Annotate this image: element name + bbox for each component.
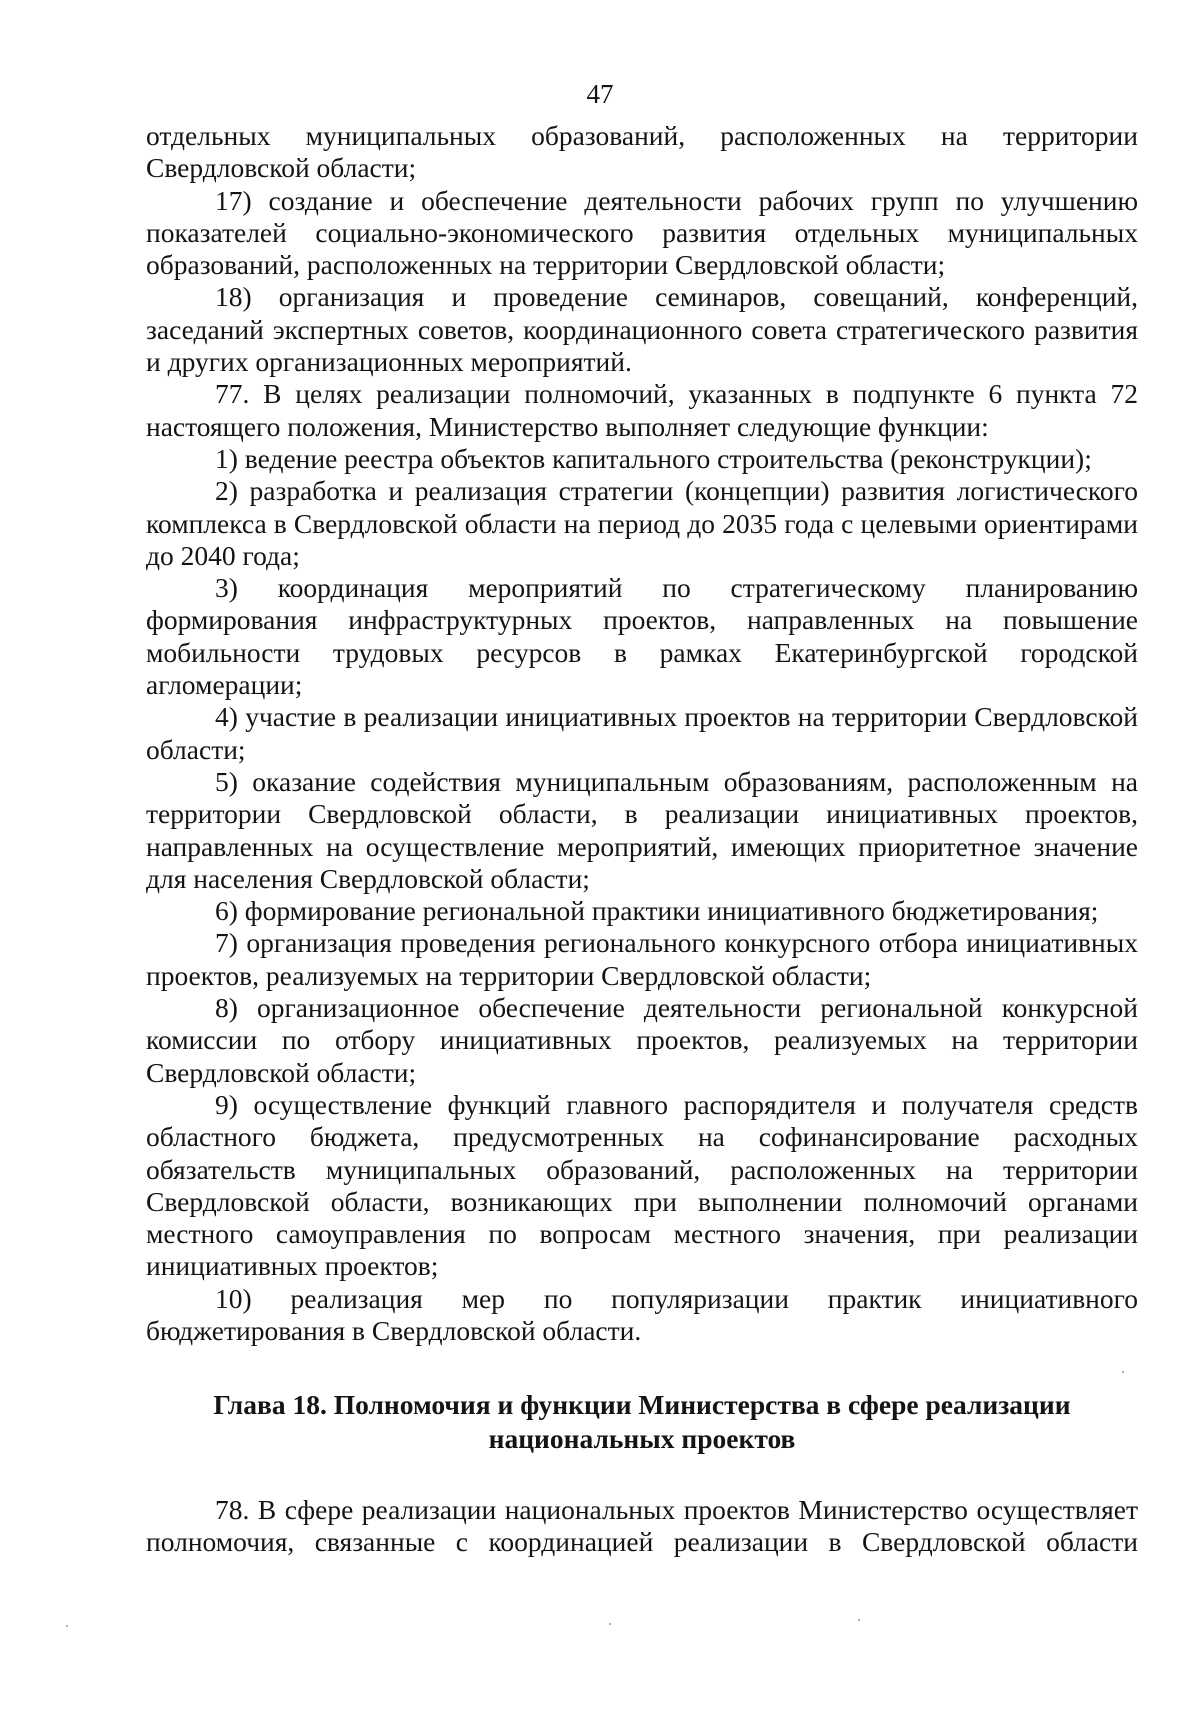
- list-item-7: 7) организация проведения регионального конкурсного отбора инициативных проектов, реализуемых на территории Свердловской области;: [146, 927, 1138, 991]
- list-item-3: 3) координация мероприятий по стратегическому планированию формирования инфраструктурных проектов, направленных на повышение мобильности трудовых ресурсов в рамках Екатеринбургской городской агломерации;: [146, 572, 1138, 701]
- chapter-heading-line-2: национальных проектов: [488, 1423, 796, 1454]
- list-item-17: 17) создание и обеспечение деятельности рабочих групп по улучшению показателей социально-экономического развития отдельных муниципальных образований, расположенных на территории Свердловской области;: [146, 184, 1138, 281]
- list-item-6: 6) формирование региональной практики инициативного бюджетирования;: [215, 895, 1099, 927]
- list-item-9: 9) осуществление функций главного распорядителя и получателя средств областного бюджета, предусмотренных на софинансирование расходных обязательств муниципальных образований, расположенных на территории Свердловской области, возникающих при выполнении полномочий органами местного самоуправления по вопросам местного значения, при реализации инициативных проектов;: [146, 1088, 1138, 1282]
- chapter-heading-line-1: Глава 18. Полномочия и функции Министерства в сфере реализации: [213, 1389, 1071, 1420]
- chapter-heading: [146, 1388, 1138, 1456]
- list-item-2: 2) разработка и реализация стратегии (концепции) развития логистического комплекса в Свердловской области на период до 2035 года с целевыми ориентирами до 2040 года;: [146, 475, 1138, 571]
- list-item-5: 5) оказание содействия муниципальным образованиям, расположенным на территории Свердловской области, в реализации инициативных проектов, направленных на осуществление мероприятий, имеющих приоритетное значение для населения Свердловской области;: [146, 765, 1138, 894]
- list-item-1: 1) ведение реестра объектов капитального строительства (реконструкции);: [215, 442, 1092, 474]
- clause-77: 77. В целях реализации полномочий, указанных в подпункте 6 пункта 72 настоящего положения, Министерство выполняет следующие функции:: [146, 378, 1138, 442]
- list-item-10: 10) реализация мер по популяризации практик инициативного бюджетирования в Свердловской области.: [146, 1282, 1138, 1346]
- list-item-18: 18) организация и проведение семинаров, совещаний, конференций, заседаний экспертных советов, координационного совета стратегического развития и других организационных мероприятий.: [146, 281, 1138, 378]
- scan-speck: [858, 1619, 860, 1621]
- scan-speck: [66, 1625, 68, 1627]
- page-number: 47: [586, 79, 614, 109]
- clause-78: 78. В сфере реализации национальных проектов Министерство осуществляет полномочия, связанные с координацией реализации в Свердловской области: [146, 1494, 1138, 1558]
- paragraph-continuation: отдельных муниципальных образований, расположенных на территории Свердловской области;: [146, 120, 1138, 184]
- chapter-body: [146, 1494, 1138, 1559]
- list-item-4: 4) участие в реализации инициативных проектов на территории Свердловской области;: [146, 701, 1138, 765]
- scan-speck: [609, 1623, 611, 1625]
- list-item-8: 8) организационное обеспечение деятельности региональной конкурсной комиссии по отбору инициативных проектов, реализуемых на территории Свердловской области;: [146, 992, 1138, 1088]
- document-body: [146, 120, 1138, 1347]
- scan-speck: [1122, 1371, 1124, 1373]
